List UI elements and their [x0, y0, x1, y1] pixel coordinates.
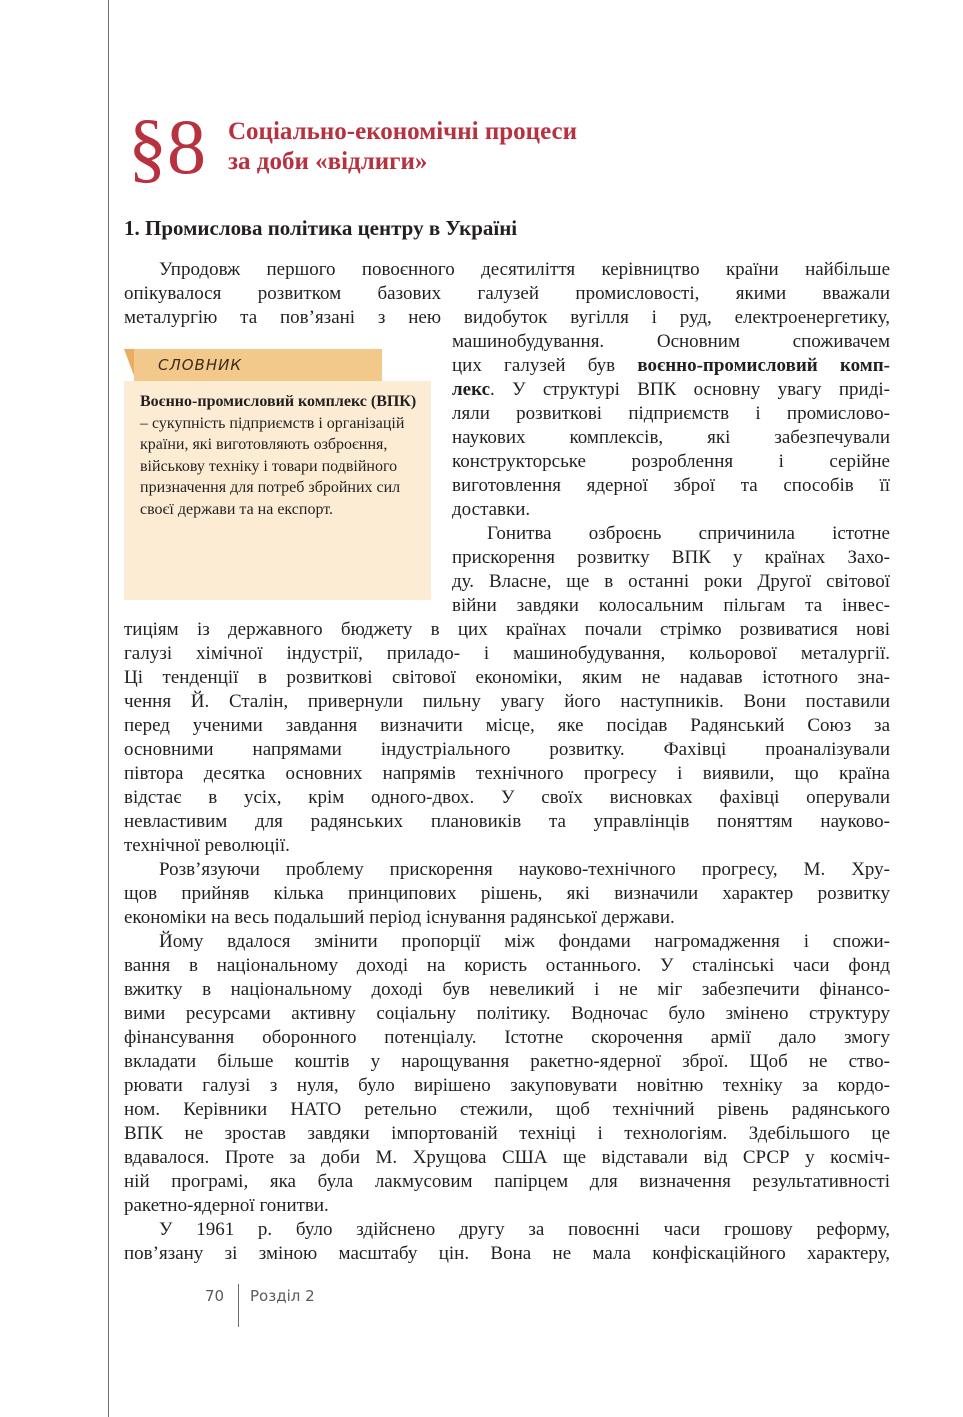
body-line: вання в національному доході на користь останнього. У сталінські часи фонд [124, 955, 890, 976]
body-line-fragment: цих галузей був [452, 355, 638, 376]
body-line: ракетно-ядерної гонитви. [124, 1195, 329, 1216]
body-line: щов прийняв кілька принципових рішень, які визначили характер розвитку [124, 883, 890, 904]
section-label: Розділ 2 [250, 1287, 315, 1305]
body-line: Упродовж першого повоєнного десятиліття керівництво країни найбільше [159, 259, 890, 280]
body-line: технічної революції. [124, 835, 290, 856]
body-line: Ці тенденції в розвиткові світової економіки, яким не надавав істотного зна- [124, 667, 890, 688]
body-line: Гонитва озброєнь спричинила істотне [487, 523, 890, 544]
chapter-number: §8 [128, 103, 206, 190]
body-line: невластивим для радянських плановиків та управлінців поняттям науково- [124, 811, 890, 832]
body-line: ВПК не зростав завдяки імпортованій техніці і технологіям. Здебільшого це [124, 1123, 890, 1144]
body-line: У 1961 р. було здійснено другу за повоєнні часи грошову реформу, [159, 1219, 890, 1240]
body-line: доставки. [452, 499, 531, 520]
body-line: фінансування оборонного потенціалу. Істотне скорочення армії дало змогу [124, 1027, 890, 1048]
body-line: основними напрямами індустріального розвитку. Фахівці проаналізували [124, 739, 890, 760]
body-line: Йому вдалося змінити пропорції між фондами нагромадження і спожи- [159, 931, 890, 952]
body-line: вдавалося. Проте за доби М. Хрущова США ще відставали від СРСР у косміч- [124, 1147, 890, 1168]
body-line: вкладати більше коштів у нарощування ракетно-ядерної зброї. Щоб не ство- [124, 1051, 890, 1072]
body-line: економіки на весь подальший період існування радянської держави. [124, 907, 675, 928]
body-line: ду. Власне, ще в останні роки Другої світової [452, 571, 890, 592]
body-line: ній програмі, яка була лакмусовим папірцем для визначення результативності [124, 1171, 890, 1192]
body-line: конструкторське розроблення і серійне [452, 451, 890, 472]
body-line: виготовлення ядерної зброї та способів її [452, 475, 890, 496]
body-line: опікувалося розвитком базових галузей промисловості, якими вважали [124, 283, 890, 304]
glossary-definition: – сукупність підприємств і організацій країни, які виготовляють озброєння, військову техніку і товари подвійного призначення для потреб збройних сил своєї держави та на експорт. [140, 414, 405, 518]
body-line: пов’язану зі зміною масштабу цін. Вона не мала конфіскаційного характеру, [124, 1243, 890, 1264]
body-line: прискорення розвитку ВПК у країнах Захо- [452, 547, 890, 568]
section-heading: 1. Промислова політика центру в Україні [124, 216, 518, 240]
body-line: тиціям із державного бюджету в цих країнах почали стрімко розвиватися нові [124, 619, 890, 640]
body-line: машинобудування. Основним споживачем [452, 331, 890, 352]
body-line: вжитку в національному доході був невеликий і не міг забезпечити фінансо- [124, 979, 890, 1000]
key-term-end: лекс [452, 379, 490, 400]
body-line: рювати галузі з нуля, було вирішено закуповувати новітню техніку за кордо- [124, 1075, 890, 1096]
page-number: 70 [205, 1287, 225, 1305]
body-line-composite [452, 378, 890, 402]
body-line-composite [452, 354, 890, 378]
key-term: воєнно-промисловий комп- [637, 355, 890, 376]
chapter-title-line-2: за доби «відлиги» [228, 148, 428, 175]
margin-rule [108, 0, 109, 1417]
body-line: відстає в усіх, крім одного-двох. У своїх висновках фахівці оперували [124, 787, 890, 808]
chapter-title-line-1: Соціально-економічні процеси [228, 118, 577, 145]
body-line: перед ученими завдання визначити місце, яке посідав Радянський Союз за [124, 715, 890, 736]
body-line: наукових комплексів, які забезпечували [452, 427, 890, 448]
glossary-label: СЛОВНИК [158, 356, 242, 374]
body-line: ном. Керівники НАТО ретельно стежили, щоб технічний рівень радянського [124, 1099, 890, 1120]
footer-divider [238, 1284, 239, 1327]
body-line: чення Й. Сталін, привернули пильну увагу його наступників. Вони поставили [124, 691, 890, 712]
body-line: ляли розвиткові підприємств і промислово- [452, 403, 890, 424]
body-line-fragment: . У структурі ВПК основну увагу приді- [490, 379, 890, 400]
glossary-term: Воєнно-промисловий комплекс (ВПК) [140, 393, 417, 410]
body-line: металургію та пов’язані з нею видобуток вугілля і руд, електроенергетику, [124, 307, 890, 328]
body-line: галузі хімічної індустрії, приладо- і машинобудування, кольорової металургії. [124, 643, 890, 664]
body-line: півтора десятка основних напрямів технічного прогресу і виявили, що країна [124, 763, 890, 784]
body-line: війни завдяки колосальним пільгам та інвес- [452, 595, 890, 616]
body-line: Розв’язуючи проблему прискорення науково-технічного прогресу, М. Хру- [159, 859, 890, 880]
body-line: вими ресурсами активну соціальну політику. Водночас було змінено структуру [124, 1003, 890, 1024]
body-text [124, 258, 890, 1266]
chapter-title [228, 117, 828, 177]
